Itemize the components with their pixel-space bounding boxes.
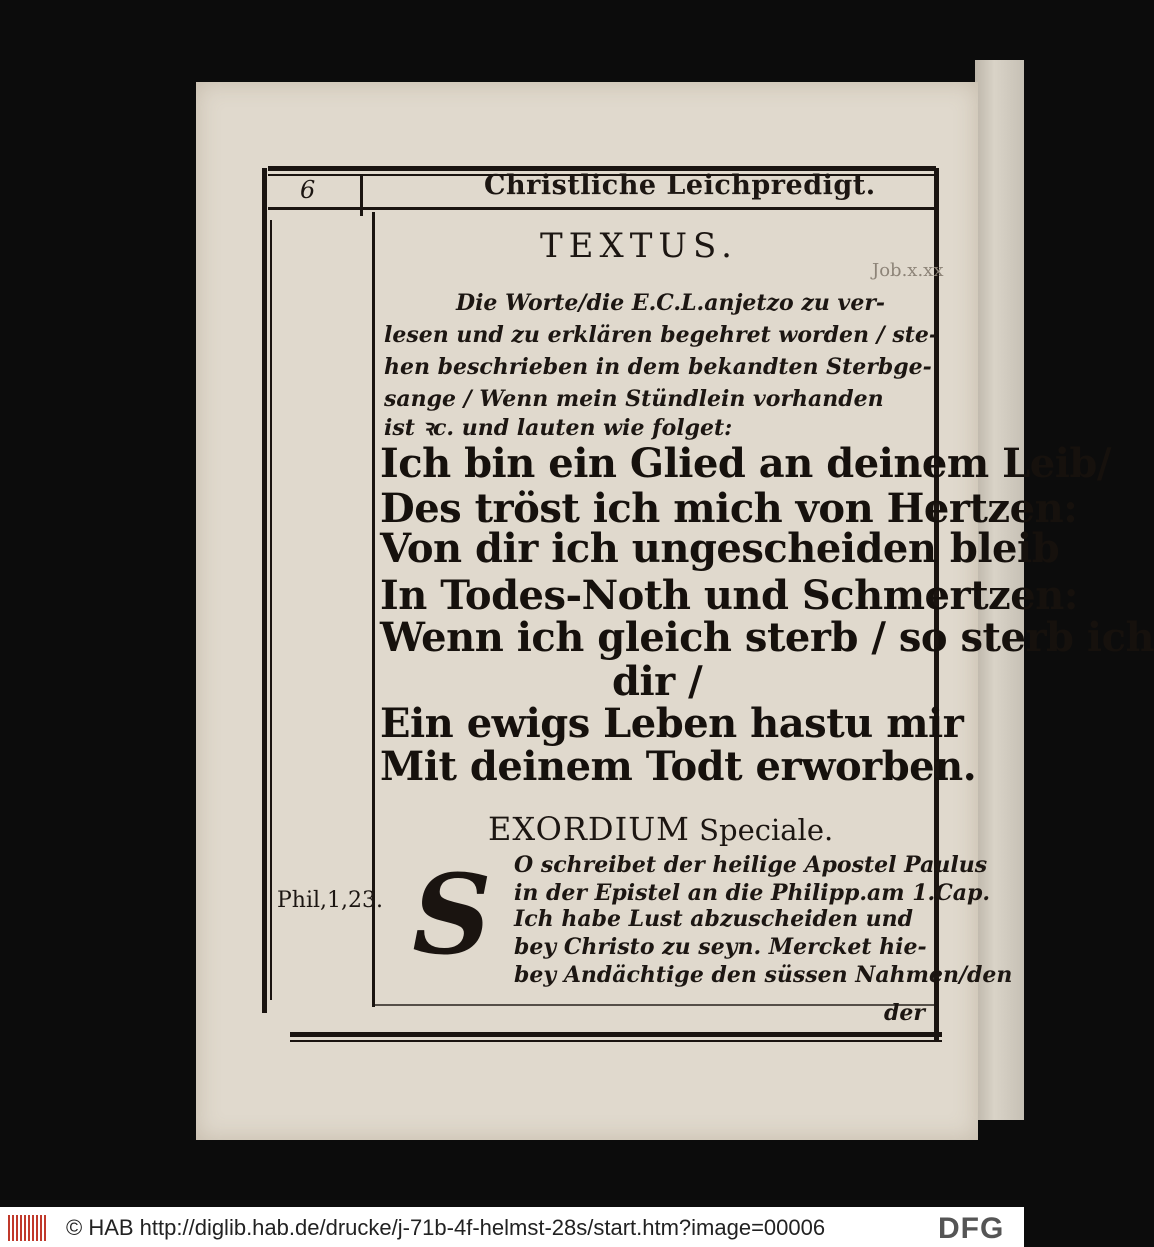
- exordium-main: EXORDIUM: [488, 810, 690, 848]
- hymn-line: Ich bin ein Glied an deinem Leib/: [380, 440, 1111, 487]
- exordium-line: Ich habe Lust abzuscheiden und: [514, 906, 913, 932]
- intro-line: lesen und zu erklären begehret worden / ste-: [384, 322, 939, 348]
- exordium-line: bey Andächtige den süssen Nahmen/den: [514, 962, 1013, 988]
- section-heading: TEXTUS.: [540, 226, 738, 266]
- intro-line: hen beschrieben in dem bekandten Sterbge-: [384, 354, 932, 380]
- hymn-line: Ein ewigs Leben hastu mir: [380, 700, 964, 747]
- page-number-divider: [360, 176, 363, 216]
- hymn-line: In Todes-Noth und Schmertzen:: [380, 572, 1079, 619]
- exordium-line: O schreibet der heilige Apostel Paulus: [514, 852, 988, 878]
- decorated-initial: S: [412, 850, 492, 979]
- source-url: © HAB http://diglib.hab.de/drucke/j-71b-4f-helmst-28s/start.htm?image=00006: [66, 1215, 826, 1240]
- hymn-line: Des tröst ich mich von Hertzen:: [380, 485, 1078, 532]
- barcode-icon: [8, 1215, 46, 1241]
- left-inner-rule: [270, 220, 272, 1000]
- catchword: der: [884, 1000, 925, 1026]
- left-border-rule: [262, 168, 267, 1013]
- hymn-line: Wenn ich gleich sterb / so sterb ich: [380, 614, 1154, 661]
- inner-bottom-rule: [375, 1004, 935, 1006]
- intro-line: ist ꝛc. und lauten wie folget:: [384, 415, 733, 441]
- running-head: Christliche Leichpredigt.: [484, 170, 876, 201]
- intro-line: sange / Wenn mein Stündlein vorhanden: [384, 386, 884, 412]
- page-number: 6: [300, 176, 316, 204]
- intro-line: Die Worte/die E.C.L.anjetzo zu ver-: [456, 290, 886, 316]
- exordium-line: in der Epistel an die Philipp.am 1.Cap.: [514, 880, 991, 906]
- exordium-heading: [488, 810, 833, 848]
- margin-reference: Phil,1,23.: [277, 888, 384, 913]
- exordium-line: bey Christo zu seyn. Mercket hie-: [514, 934, 927, 960]
- header-rule: [268, 207, 936, 210]
- bottom-border-rule: [290, 1032, 942, 1037]
- hymn-line: dir /: [612, 658, 703, 705]
- exordium-sub: Speciale.: [699, 813, 834, 847]
- dfg-logo: DFG: [938, 1212, 1005, 1245]
- hymn-line: Mit deinem Todt erworben.: [380, 743, 977, 790]
- hymn-line: Von dir ich ungescheiden bleib: [380, 525, 1060, 572]
- bottom-border-rule-thin: [290, 1040, 942, 1042]
- footer-bar: [0, 1207, 1024, 1247]
- margin-bleed-note: Job.x.xx: [872, 260, 944, 281]
